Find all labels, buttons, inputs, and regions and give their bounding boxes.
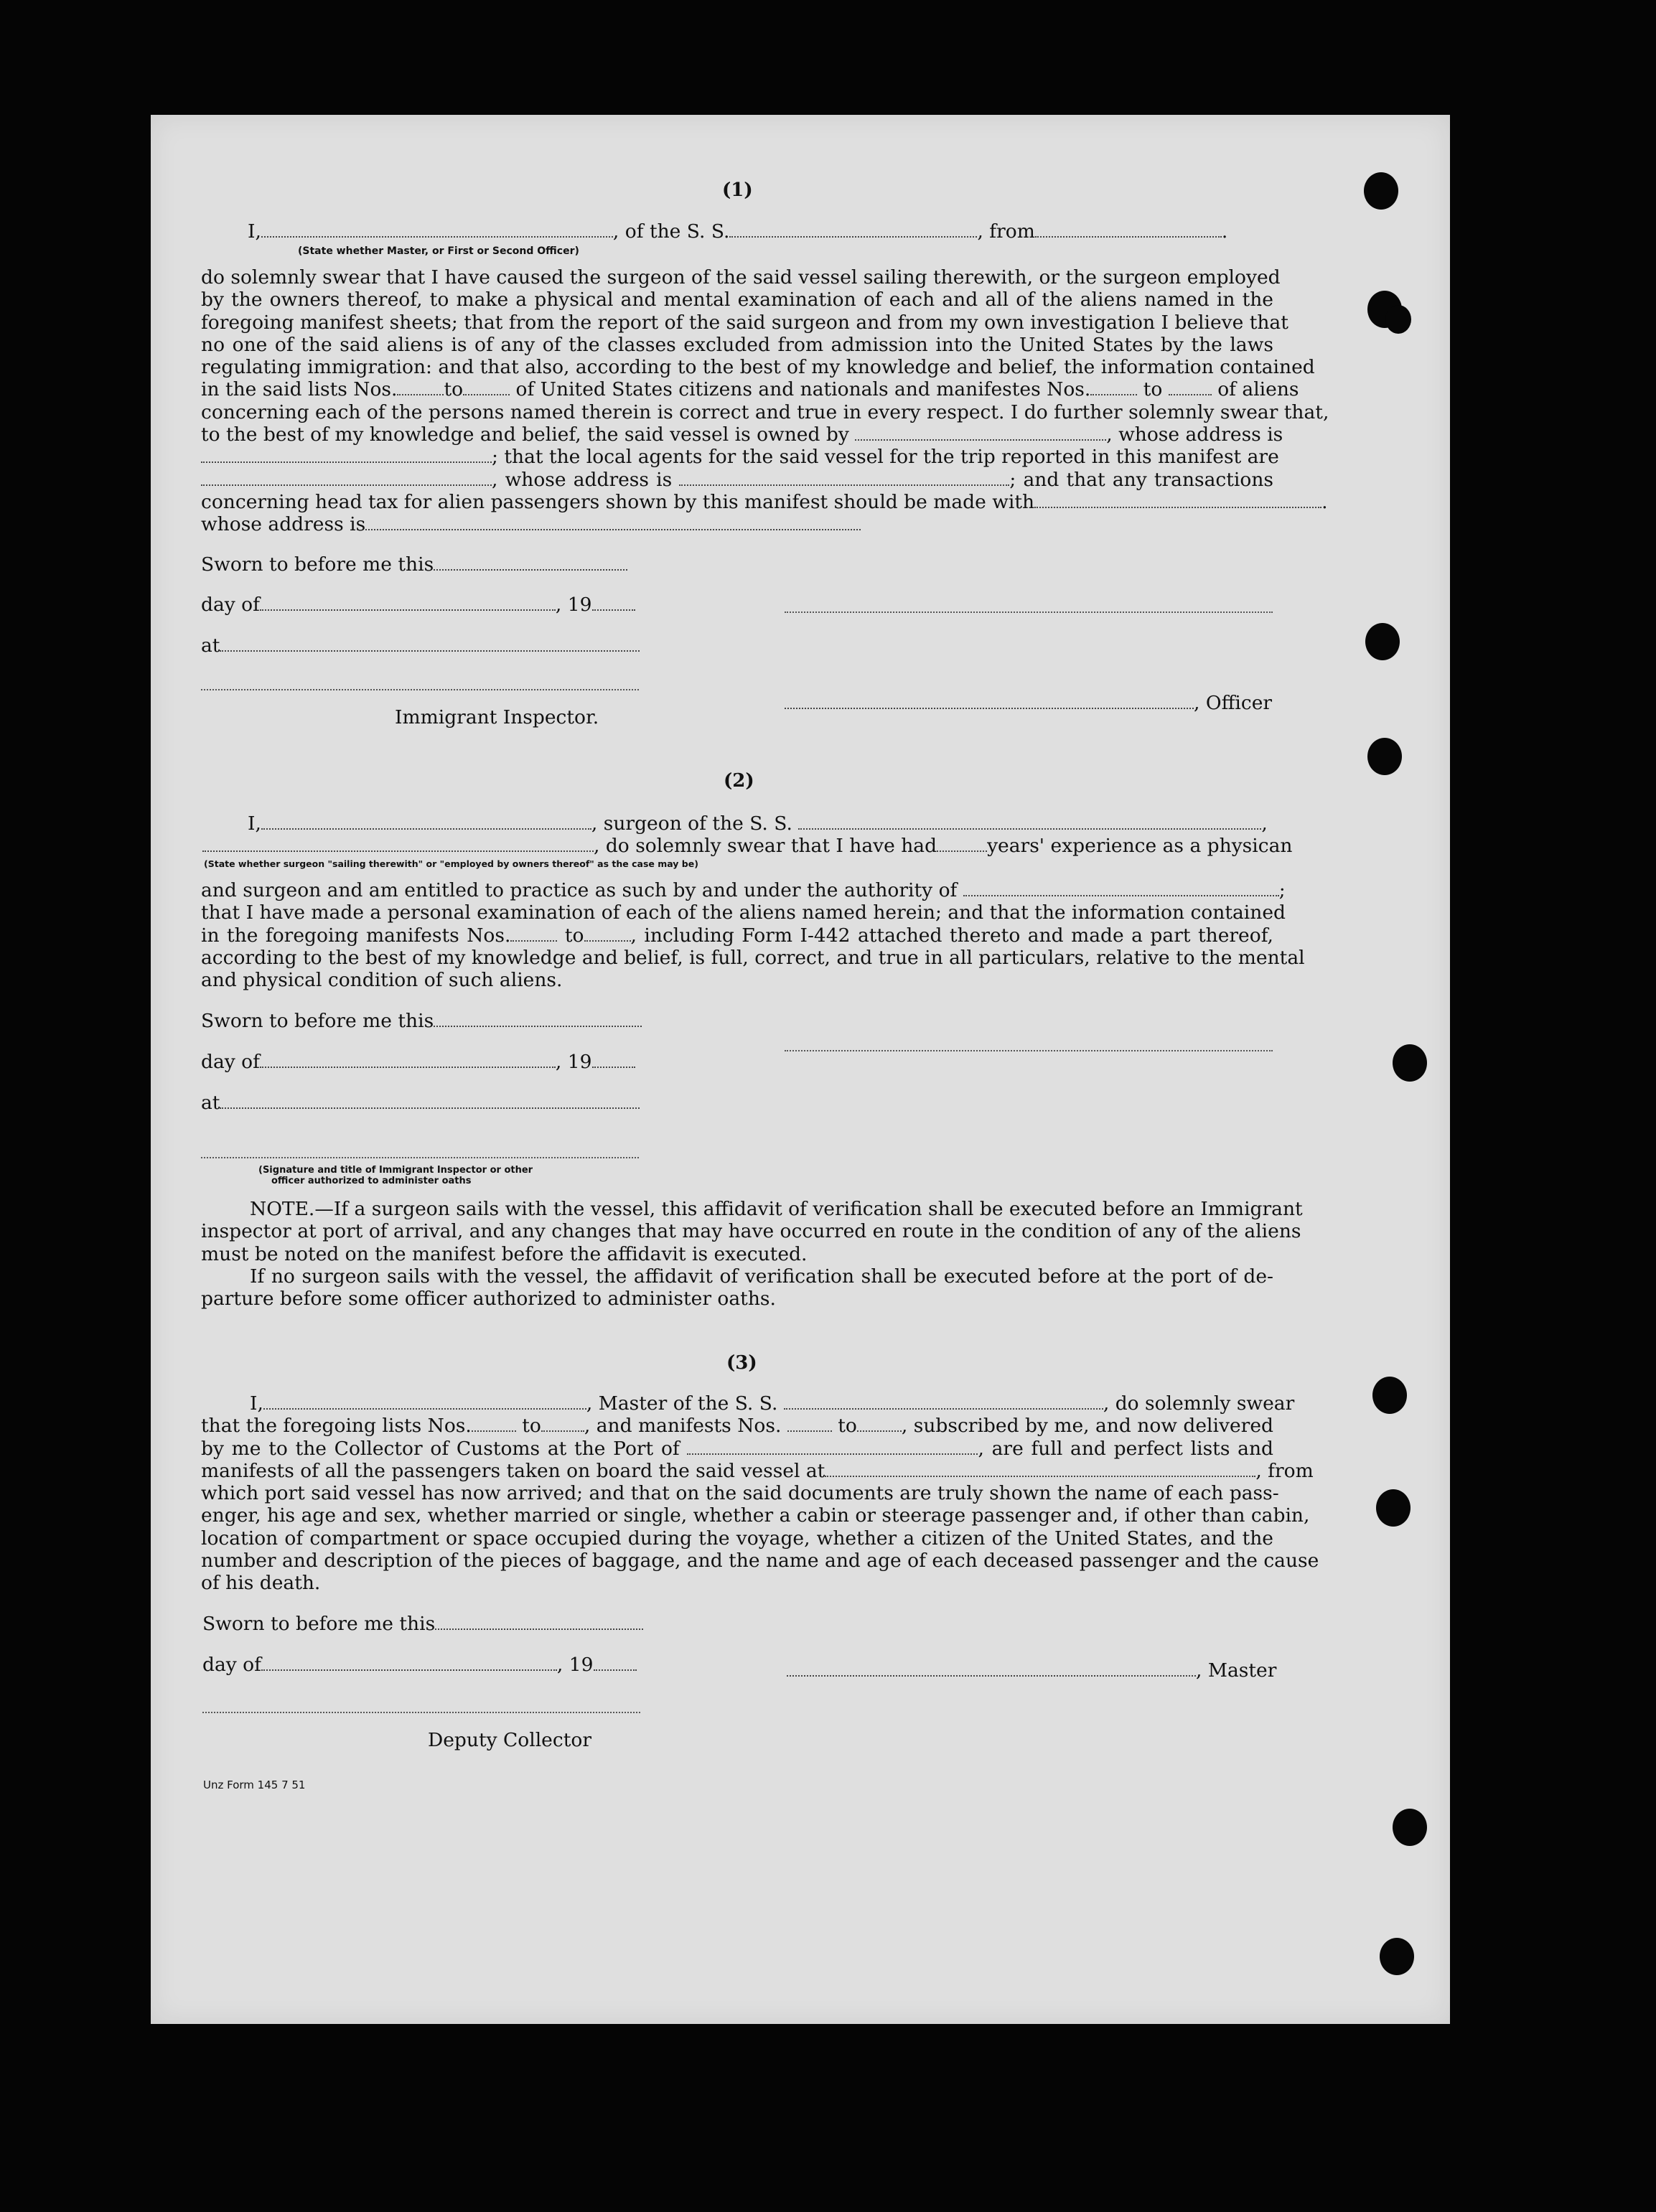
punch-hole (1393, 1044, 1427, 1082)
punch-hole (1385, 305, 1411, 334)
s2-dayof: day of , 19 (201, 1051, 635, 1073)
surgeon-status-blank[interactable] (202, 836, 594, 852)
section-1-heading: (1) (722, 179, 753, 201)
owner-blank[interactable] (855, 425, 1106, 441)
punch-hole (1376, 1489, 1411, 1527)
ship-name-blank[interactable] (798, 814, 1261, 830)
s2-inspector-signature-line[interactable] (201, 1157, 639, 1158)
punch-hole (1365, 623, 1400, 660)
s1-dayof: day of , 19 (201, 594, 635, 616)
section-3-heading: (3) (726, 1352, 757, 1374)
s1-at: at (201, 635, 640, 657)
s1-signature-line[interactable] (785, 611, 1273, 613)
s3-dayof: day of , 19 (202, 1654, 637, 1676)
place-blank[interactable] (220, 636, 640, 652)
owner-address-blank[interactable] (201, 447, 492, 463)
s3-oath-paragraph: I, , Master of the S. S. , do solemnly swear that the foregoing lists Nos. to , and manifests Nos. to , subscribed by me, and now delivered by me to the Collector of Customs at the Port of , are full and perfect lists and manifests of all the passengers taken on board the said vessel at , from which port said vessel has now arrived; and that on the said documents are truly shown the name of each pass- enger, his age and sex, whether married or single, whether a cabin or steerage passenger and, if other than cabin, location of compartment or space occupied during the voyage, whether a citizen of the United States, and the number and description of the pieces of baggage, and the name and age of each deceased passenger and the cause of his death. (201, 1392, 1319, 1595)
s1-inspector-signature-line[interactable] (201, 689, 639, 690)
list-from-blank[interactable] (472, 1416, 516, 1432)
month-blank[interactable] (260, 1052, 556, 1068)
embark-port-blank[interactable] (825, 1461, 1255, 1477)
year-blank[interactable] (594, 1655, 637, 1671)
year-blank[interactable] (592, 1052, 635, 1068)
manifest-from-blank[interactable] (1090, 380, 1137, 395)
s2-sig-note-2: officer authorized to administer oaths (271, 1176, 472, 1186)
form-number: Unz Form 145 7 51 (203, 1778, 306, 1791)
years-blank[interactable] (937, 836, 987, 852)
month-blank[interactable] (261, 1655, 557, 1671)
head-tax-blank[interactable] (1034, 492, 1321, 508)
s3-master-line: , Master (787, 1660, 1276, 1682)
list-to-blank[interactable] (463, 380, 510, 395)
s2-note-paragraph: NOTE.—If a surgeon sails with the vessel, this affidavit of verification shall be executed before an Immigrant inspector at port of arrival, and any changes that may have occurred en route in the condition of any of the aliens must be noted on the manifest before the affidavit is executed. If no surgeon sails with the vessel, the affidavit of verification shall be executed before at the port of de- parture before some officer authorized to administer oaths. (201, 1198, 1303, 1311)
authority-blank[interactable] (963, 881, 1279, 896)
s3-sworn: Sworn to before me this (202, 1613, 643, 1635)
s1-inspector-label: Immigrant Inspector. (395, 706, 599, 728)
punch-hole (1372, 1377, 1407, 1414)
sworn-date-blank[interactable] (434, 555, 627, 571)
sworn-date-blank[interactable] (435, 1614, 643, 1630)
s3-collector-signature-line[interactable] (202, 1712, 640, 1713)
manifest-from-blank[interactable] (510, 926, 557, 942)
punch-hole (1364, 172, 1398, 210)
agents-blank[interactable] (201, 470, 492, 486)
port-blank[interactable] (687, 1439, 978, 1455)
list-from-blank[interactable] (397, 380, 444, 395)
from-port-blank[interactable] (1035, 222, 1222, 238)
name-blank[interactable] (261, 222, 613, 238)
section-2-heading: (2) (724, 770, 754, 792)
place-blank[interactable] (220, 1093, 640, 1109)
manifest-to-blank[interactable] (1169, 380, 1212, 395)
s1-officer-note: (State whether Master, or First or Second Officer) (298, 245, 579, 257)
manifest-to-blank[interactable] (857, 1416, 902, 1432)
s3-deputy-label: Deputy Collector (428, 1729, 591, 1751)
s2-signature-line[interactable] (785, 1050, 1273, 1051)
s1-oath-paragraph: do solemnly swear that I have caused the surgeon of the said vessel sailing therewith, or the surgeon employed by the owners thereof, to make a physical and mental examination of each and all of the aliens named in the foregoing manifest sheets; that from the report of the said surgeon and from my own investigation I believe that no one of the said aliens is of any of the classes excluded from admission into the United States by the laws regulating immigration: and that also, according to the best of my knowledge and belief, the information contained in the said lists Nos. to of United States citizens and nationals and manifestes Nos. to of aliens concerning each of the persons named therein is correct and true in every respect. I do further solemnly swear that, to the best of my knowledge and belief, the said vessel is owned by , whose address is ; that the local agents for the said vessel for the trip reported in this manifest are , whose address is ; and that any transactions concerning head tax for alien passengers shown by this manifest should be made with whose address is (201, 266, 1329, 536)
s1-officer-line: , Officer (785, 693, 1272, 714)
s1-line1: I, , of the S. S. , from . (248, 220, 1228, 243)
officer-signature-blank[interactable] (785, 693, 1194, 709)
list-to-blank[interactable] (541, 1416, 584, 1432)
s2-line2: , do solemnly swear that I have had years' experience as a physican (202, 835, 1292, 857)
s2-line1: I, , surgeon of the S. S. , (248, 812, 1268, 835)
surgeon-name-blank[interactable] (261, 814, 591, 830)
s1-sworn: Sworn to before me this (201, 554, 627, 576)
punch-hole (1380, 1938, 1414, 1975)
s2-oath-paragraph: and surgeon and am entitled to practice as such by and under the authority of that I have made a personal examination of each of the aliens named herein; and that the information contained in the foregoing manifests Nos. to , including Form I-442 attached thereto and made a part thereof, according to the best of my knowledge and belief, is full, correct, and true in all particulars, relative to the mental and physical condition of such aliens. (201, 879, 1305, 992)
s2-sig-note-1: (Signature and title of Immigrant Inspector or other (258, 1165, 533, 1176)
sworn-date-blank[interactable] (434, 1011, 642, 1027)
s2-surgeon-note: (State whether surgeon "sailing therewith" or "employed by owners thereof" as the case may be) (204, 858, 698, 869)
s2-at: at (201, 1092, 640, 1114)
ship-name-blank[interactable] (729, 222, 977, 238)
s2-sworn: Sworn to before me this (201, 1011, 642, 1032)
manifest-from-blank[interactable] (787, 1416, 832, 1432)
head-tax-address-blank[interactable] (365, 515, 861, 530)
month-blank[interactable] (260, 595, 556, 611)
punch-hole (1393, 1809, 1427, 1846)
punch-hole (1367, 738, 1402, 775)
master-name-blank[interactable] (263, 1394, 586, 1410)
agents-address-blank[interactable] (679, 470, 1009, 486)
master-signature-blank[interactable] (787, 1661, 1196, 1677)
manifest-to-blank[interactable] (584, 926, 631, 942)
year-blank[interactable] (592, 595, 635, 611)
ship-name-blank[interactable] (784, 1394, 1103, 1410)
